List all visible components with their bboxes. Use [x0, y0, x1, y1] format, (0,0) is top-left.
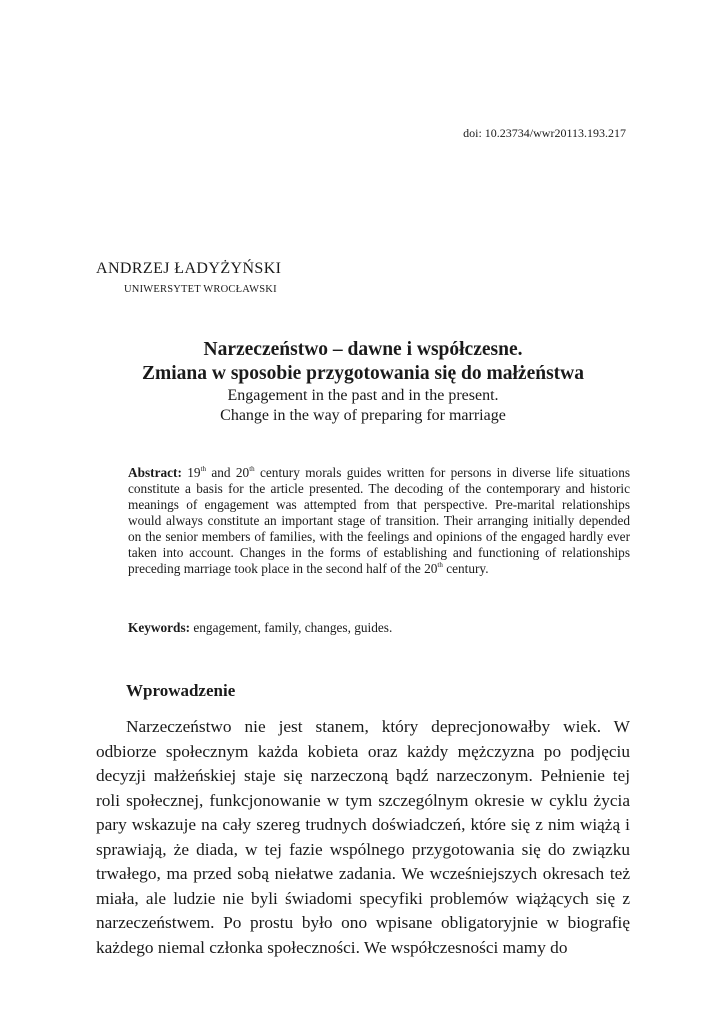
abstract-label: Abstract: [128, 465, 182, 480]
keywords-label: Keywords: [128, 620, 191, 635]
body-paragraph: Narzeczeństwo nie jest stanem, który deprecjonowałby wiek. W odbiorze społecznym każda kobieta oraz każdy mężczyzna po podjęciu decyzji małżeńskiej staje się narzeczoną bądź narzeczonym. Pełnienie tej roli społecznej, funkcjonowanie w tym szczególnym okresie w cyklu życia pary wskazuje na cały szereg trudnych doświadczeń, które się z nim wiążą i sprawiają, że diada, w tej fazie wspólnego przygotowania się do związku trwałego, ma przed sobą niełatwe zadania. We wcześniejszych okresach też miała, ale ludzie nie byli świadomi specyfiki problemów wiążących się z narzeczeństwem. Po prostu było ono wpisane obligatoryjnie w biografię każdego niemal członka społeczności. We współczesności mamy do [96, 717, 630, 957]
title-block [96, 338, 630, 426]
abstract-num2: 20 [235, 465, 250, 480]
doi-identifier: doi: 10.23734/wwr20113.193.217 [463, 126, 626, 140]
keywords [128, 620, 630, 636]
title-polish-line1: Narzeczeństwo – dawne i współczesne. [203, 339, 523, 360]
abstract-sup3: th [437, 561, 443, 569]
abstract-num3: 20 [424, 561, 438, 576]
abstract-and: and [211, 465, 231, 480]
abstract-num1: 19 [187, 465, 201, 480]
abstract-sup2: th [249, 465, 255, 473]
title-polish-line2: Zmiana w sposobie przygotowania się do małżeństwa [141, 363, 585, 384]
author-name: ANDRZEJ ŁADYŻYŃSKI [96, 260, 282, 277]
title-english-line2: Change in the way of preparing for marriage [220, 407, 506, 424]
abstract-text: century morals guides written for persons in diverse life situations constitute a basis for the article presented. The decoding of the contemporary and historic meanings of engagement was attempted from that perspective. Pre-marital relationships would always constitute an important stage of transition. Their arranging initially depended on the senior members of families, with the feelings and opinions of the engaged hardly ever taken into account. Changes in the forms of establishing and functioning of relationships preceding marriage took place in the second half of the [128, 465, 631, 576]
author-affiliation: UNIWERSYTET WROCŁAWSKI [124, 284, 277, 295]
title-english-line1: Engagement in the past and in the present. [227, 387, 499, 404]
keywords-text: engagement, family, changes, guides. [193, 620, 393, 635]
section-heading: Wprowadzenie [126, 681, 236, 700]
abstract-sup1: th [200, 465, 207, 473]
abstract [128, 465, 630, 577]
abstract-text-end: century. [446, 561, 489, 576]
